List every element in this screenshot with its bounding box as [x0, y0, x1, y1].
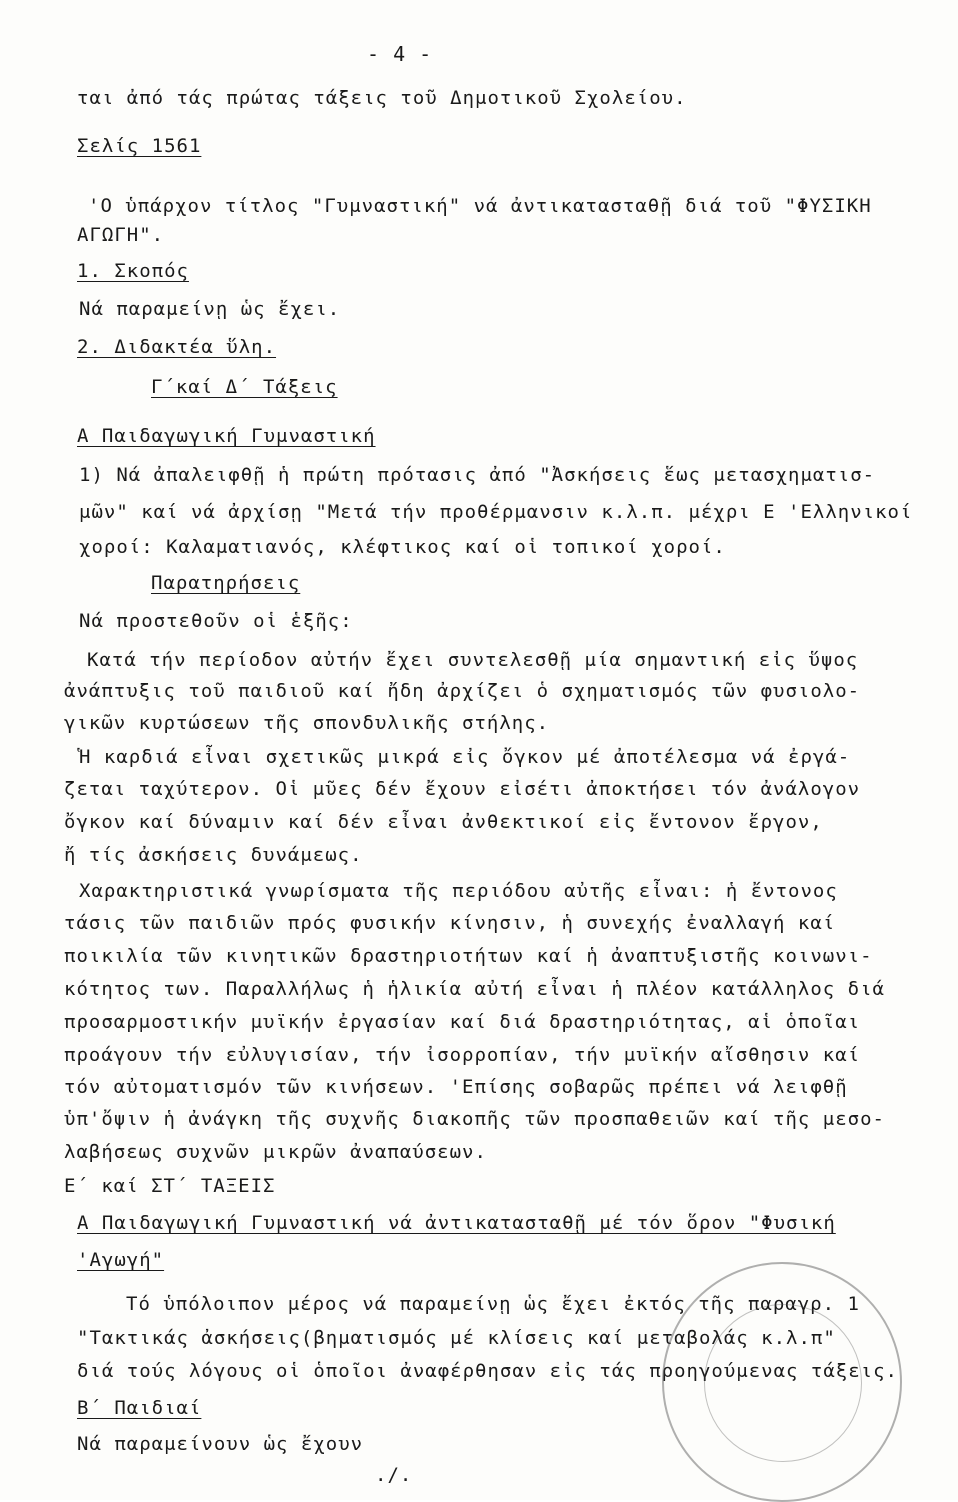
text-line: τάσις τῶν παιδιῶν πρός φυσικήν κίνησιν, ἡ συνεχής ἐναλλαγή καί: [64, 912, 836, 934]
text-line: "Τακτικάς ἀσκήσεις(βηματισμός μέ κλίσεις καί μεταβολάς κ.λ.π": [77, 1327, 836, 1349]
text-line: 'Αγωγή": [77, 1249, 165, 1271]
text-line: λαβήσεως συχνῶν μικρῶν ἀναπαύσεων.: [64, 1141, 487, 1163]
text-line: Ἡ καρδιά εἶναι σχετικῶς μικρά εἰς ὄγκον μέ ἀποτέλεσμα νά ἐργά-: [79, 746, 851, 768]
subheading: Α Παιδαγωγική Γυμναστική: [77, 425, 376, 447]
text-line: Τό ὑπόλοιπον μέρος νά παραμείνῃ ὡς ἔχει ἐκτός τῆς παραγρ. 1: [126, 1293, 860, 1315]
text-line: χοροί: Καλαματιανός, κλέφτικος καί οἱ τοπικοί χοροί.: [79, 536, 726, 558]
subheading: 2. Διδακτέα ὕλη.: [77, 336, 277, 358]
subheading: 1. Σκοπός: [77, 260, 189, 282]
subheading: Ε΄ καί ΣΤ΄ ΤΑΞΕΙΣ: [64, 1175, 276, 1197]
text-line: προάγουν τήν εὐλυγισίαν, τήν ἰσορροπίαν, τήν μυϊκήν αἴσθησιν καί: [64, 1044, 861, 1066]
text-line: προσαρμοστικήν μυϊκήν ἐργασίαν καί διά δραστηριότητας, αἱ ὁποῖαι: [64, 1011, 861, 1033]
text-line: Νά προστεθοῦν οἱ ἑξῆς:: [79, 610, 353, 632]
subheading: Α Παιδαγωγική Γυμναστική νά ἀντικατασταθῇ μέ τόν ὅρον "Φυσική: [77, 1212, 836, 1234]
text-line: κότητος των. Παραλλήλως ἡ ἡλικία αὐτή εἶναι ἡ πλέον κατάλληλος διά: [64, 978, 885, 1000]
text-line: Κατά τήν περίοδον αὐτήν ἔχει συντελεσθῇ μία σημαντική εἰς ὕψος: [87, 649, 859, 671]
text-line: Νά παραμείνουν ὡς ἔχουν: [77, 1433, 364, 1455]
subheading: Γ΄καί Δ΄ Τάξεις: [151, 376, 338, 398]
text-line: ὑπ'ὄψιν ἡ ἀνάγκη τῆς συχνῆς διακοπῆς τῶν προσπαθειῶν καί τῆς μεσο-: [64, 1108, 885, 1130]
text-line: ζεται ταχύτερον. Οἱ μῦες δέν ἔχουν εἰσέτι ἀποκτήσει τόν ἀνάλογον: [64, 778, 861, 800]
page-number: - 4 -: [367, 42, 433, 66]
text-line: γικῶν κυρτώσεων τῆς σπονδυλικῆς στήλης.: [64, 712, 550, 734]
text-line: ἀνάπτυξις τοῦ παιδιοῦ καί ἤδη ἀρχίζει ὁ σχηματισμός τῶν φυσιολο-: [64, 680, 861, 702]
subheading: Παρατηρήσεις: [151, 572, 301, 594]
text-line: Χαρακτηριστικά γνωρίσματα τῆς περιόδου αὐτῆς εἶναι: ἡ ἔντονος: [79, 880, 838, 902]
text-line: Νά παραμείνῃ ὡς ἔχει.: [79, 298, 341, 320]
section-heading: Σελίς 1561: [77, 135, 202, 157]
text-line: τόν αὐτοματισμόν τῶν κινήσεων. 'Επίσης σοβαρῶς πρέπει νά λειφθῇ: [64, 1076, 848, 1098]
text-line: ται ἀπό τάς πρώτας τάξεις τοῦ Δημοτικοῦ Σχολείου.: [77, 87, 687, 109]
text-line: 'Ο ὑπάρχον τίτλος "Γυμναστική" νά ἀντικατασταθῇ διά τοῦ "ΦΥΣΙΚΗ: [88, 195, 872, 217]
continuation-mark: ./.: [375, 1464, 413, 1486]
text-line: 1) Νά ἀπαλειφθῇ ἡ πρώτη πρότασις ἀπό "Ἀσκήσεις ἕως μετασχηματισ-: [79, 464, 876, 486]
official-seal-inner-ring: [704, 1304, 862, 1462]
text-line: διά τούς λόγους οἱ ὁποῖοι ἀναφέρθησαν εἰς τάς προηγούμενας τάξεις.: [77, 1360, 898, 1382]
text-line: ὄγκον καί δύναμιν καί δέν εἶναι ἀνθεκτικοί εἰς ἔντονον ἔργον,: [64, 811, 823, 833]
text-line: μῶν" καί νά ἀρχίσῃ "Μετά τήν προθέρμανσιν κ.λ.π. μέχρι Ε 'Ελληνικοί: [79, 501, 913, 523]
subheading: Β΄ Παιδιαί: [77, 1397, 202, 1419]
text-line: ποικιλία τῶν κινητικῶν δραστηριοτήτων καί ἡ ἀναπτυξιστῆς κοινωνι-: [64, 945, 873, 967]
official-seal: [662, 1262, 902, 1502]
text-line: ΑΓΩΓΗ".: [77, 224, 165, 246]
text-line: ἤ τίς ἀσκήσεις δυνάμεως.: [64, 844, 363, 866]
